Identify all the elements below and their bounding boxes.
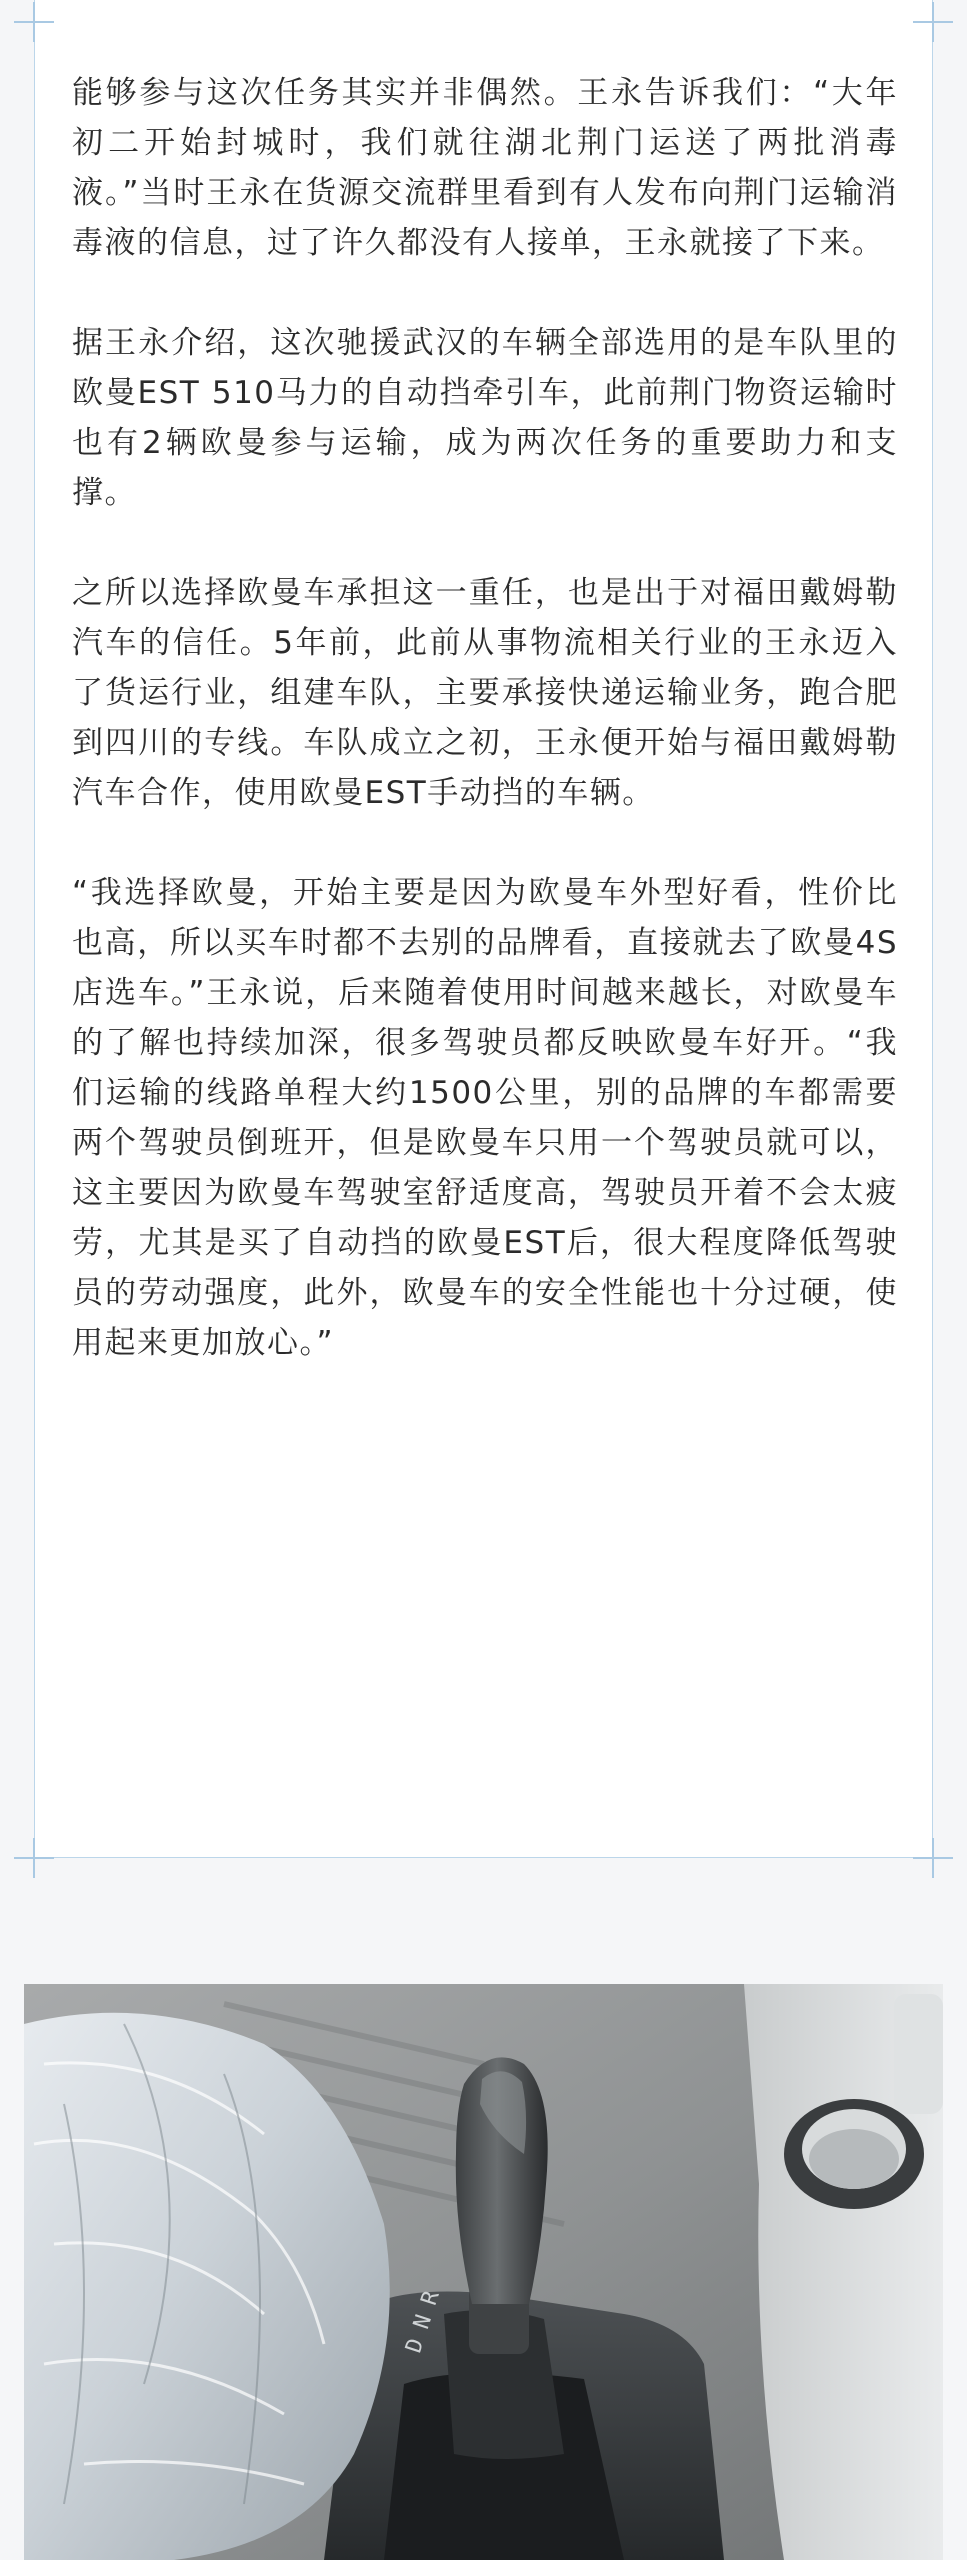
corner-mark-top-left: [14, 2, 54, 42]
corner-mark-top-right: [913, 2, 953, 42]
article-paragraph-2: 据王永介绍，这次驰援武汉的车辆全部选用的是车队里的欧曼EST 510马力的自动挡牵引车，此前荆门物资运输时也有2辆欧曼参与运输，成为两次任务的重要助力和支撑。: [72, 325, 898, 511]
gear-label-d: D: [401, 2335, 430, 2356]
corner-mark-bottom-left: [14, 1838, 54, 1878]
gear-shifter-photo: [24, 1984, 943, 2560]
gear-label-n: N: [409, 2311, 438, 2333]
article-paragraph-1: 能够参与这次任务其实并非偶然。王永告诉我们：“大年初二开始封城时，我们就往湖北荆门运送了两批消毒液。”当时王永在货源交流群里看到有人发布向荆门运输消毒液的信息，过了许久都没有人接单，王永就接了下来。: [72, 75, 898, 261]
article-body: [72, 68, 898, 1418]
article-paragraph-4: “我选择欧曼，开始主要是因为欧曼车外型好看，性价比也高，所以买车时都不去别的品牌看，直接就去了欧曼4S店选车。”王永说，后来随着使用时间越来越长，对欧曼车的了解也持续加深，很多驾驶员都反映欧曼车好开。“我们运输的线路单程大约1500公里，别的品牌的车都需要两个驾驶员倒班开，但是欧曼车只用一个驾驶员就可以，这主要因为欧曼车驾驶室舒适度高，驾驶员开着不会太疲劳，尤其是买了自动挡的欧曼EST后，很大程度降低驾驶员的劳动强度，此外，欧曼车的安全性能也十分过硬，使用起来更加放心。”: [72, 875, 898, 1361]
corner-mark-bottom-right: [913, 1838, 953, 1878]
gear-label-r: R: [416, 2288, 445, 2309]
article-paragraph-3: 之所以选择欧曼车承担这一重任，也是出于对福田戴姆勒汽车的信任。5年前，此前从事物流相关行业的王永迈入了货运行业，组建车队，主要承接快递运输业务，跑合肥到四川的专线。车队成立之初，王永便开始与福田戴姆勒汽车合作，使用欧曼EST手动挡的车辆。: [72, 575, 898, 811]
